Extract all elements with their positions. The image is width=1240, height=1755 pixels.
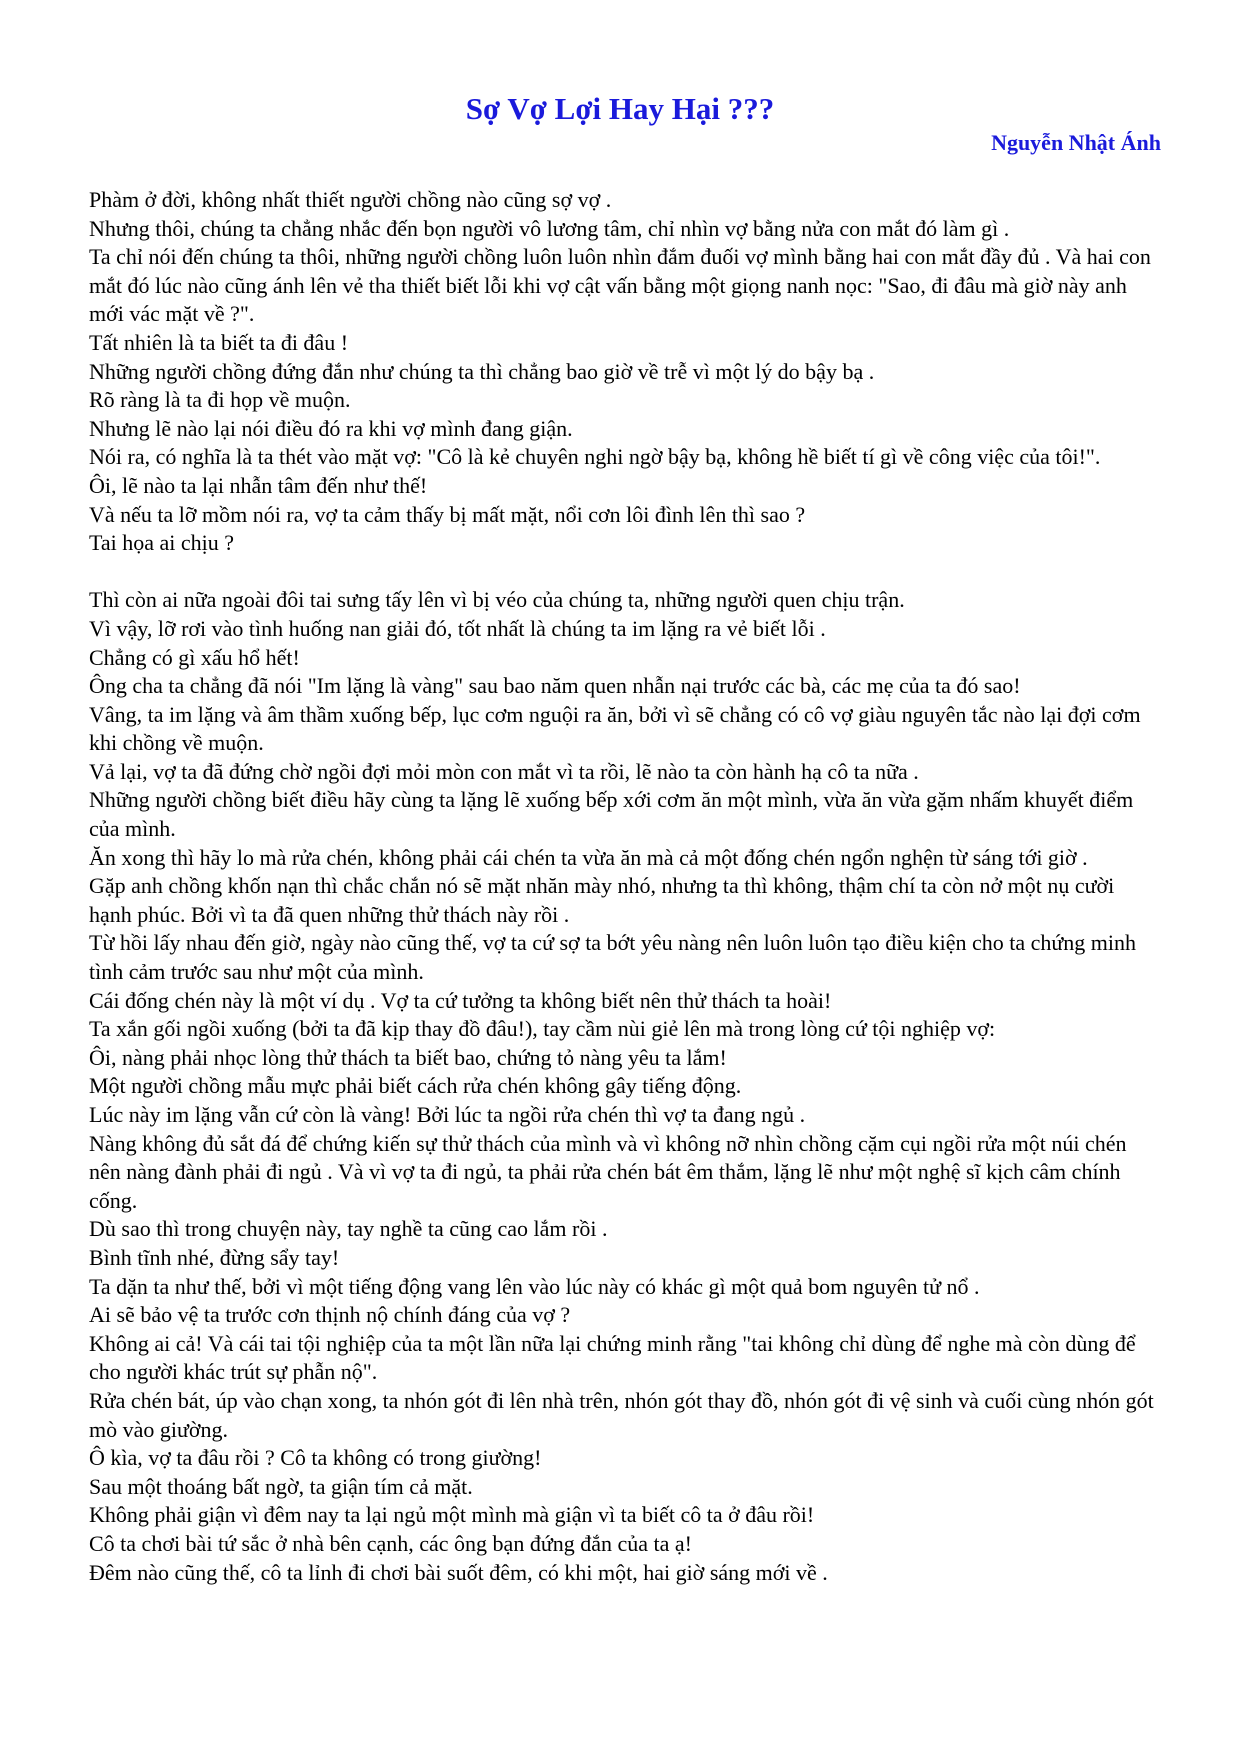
paragraph: Lúc này im lặng vẫn cứ còn là vàng! Bởi lúc ta ngồi rửa chén thì vợ ta đang ngủ . xyxy=(89,1102,806,1127)
paragraph: Một người chồng mẫu mực phải biết cách rửa chén không gây tiếng động. xyxy=(89,1073,742,1099)
paragraph: Tất nhiên là ta biết ta đi đâu ! xyxy=(89,329,349,355)
document-body xyxy=(89,186,1155,1587)
paragraph: Cô ta chơi bài tứ sắc ở nhà bên cạnh, các ông bạn đứng đắn của ta ạ! xyxy=(89,1530,693,1556)
paragraph: Những người chồng đứng đắn như chúng ta thì chẳng bao giờ về trễ vì một lý do bậy bạ . xyxy=(89,358,875,384)
paragraph: Từ hồi lấy nhau đến giờ, ngày nào cũng thế, vợ ta cứ sợ ta bớt yêu nàng nên luôn luôn tạo điều kiện cho ta chứng minh tình cảm trước sau như một của mình. xyxy=(89,930,1137,985)
paragraph: Vả lại, vợ ta đã đứng chờ ngồi đợi mỏi mòn con mắt vì ta rồi, lẽ nào ta còn hành hạ cô ta nữa . xyxy=(89,758,919,784)
paragraph: Ăn xong thì hãy lo mà rửa chén, không phải cái chén ta vừa ăn mà cả một đống chén ngổn nghện từ sáng tới giờ . xyxy=(89,844,1088,870)
paragraph: Rõ ràng là ta đi họp về muộn. xyxy=(89,387,351,413)
paragraph: Sau một thoáng bất ngờ, ta giận tím cả mặt. xyxy=(89,1473,473,1499)
paragraph: Nói ra, có nghĩa là ta thét vào mặt vợ: "Cô là kẻ chuyên nghi ngờ bậy bạ, không hề biết tí gì về công việc của tôi!". xyxy=(89,444,1101,470)
paragraph: Phàm ở đời, không nhất thiết người chồng nào cũng sợ vợ . xyxy=(89,187,612,212)
paragraph: Những người chồng biết điều hãy cùng ta lặng lẽ xuống bếp xới cơm ăn một mình, vừa ăn vừa gặm nhấm khuyết điểm của mình. xyxy=(89,787,1134,842)
paragraph: Ông cha ta chẳng đã nói "Im lặng là vàng" sau bao năm quen nhẫn nại trước các bà, các mẹ của ta đó sao! xyxy=(89,673,1021,699)
paragraph: Ta dặn ta như thế, bởi vì một tiếng động vang lên vào lúc này có khác gì một quả bom nguyên tử nổ . xyxy=(89,1273,980,1299)
paragraph: Gặp anh chồng khốn nạn thì chắc chắn nó sẽ mặt nhăn mày nhó, nhưng ta thì không, thậm chí ta còn nở một nụ cười hạnh phúc. Bởi vì ta đã quen những thử thách này rồi . xyxy=(89,873,1115,927)
paragraph: Dù sao thì trong chuyện này, tay nghề ta cũng cao lắm rồi . xyxy=(89,1216,608,1242)
paragraph: Chẳng có gì xấu hổ hết! xyxy=(89,644,300,670)
paragraph: Nhưng lẽ nào lại nói điều đó ra khi vợ mình đang giận. xyxy=(89,415,573,441)
paragraph: Thì còn ai nữa ngoài đôi tai sưng tấy lên vì bị véo của chúng ta, những người quen chịu trận. xyxy=(89,587,905,613)
paragraph-spacer xyxy=(89,558,1155,587)
paragraph: Ai sẽ bảo vệ ta trước cơn thịnh nộ chính đáng của vợ ? xyxy=(89,1302,571,1328)
paragraph: Bình tĩnh nhé, đừng sẩy tay! xyxy=(89,1244,340,1270)
paragraph: Cái đống chén này là một ví dụ . Vợ ta cứ tưởng ta không biết nên thử thách ta hoài! xyxy=(89,987,832,1013)
paragraph: Rửa chén bát, úp vào chạn xong, ta nhón gót đi lên nhà trên, nhón gót thay đồ, nhón gót đi vệ sinh và cuối cùng nhón gót mò vào giường. xyxy=(89,1387,1154,1442)
paragraph: Đêm nào cũng thế, cô ta lỉnh đi chơi bài suốt đêm, có khi một, hai giờ sáng mới về . xyxy=(89,1559,828,1585)
paragraph: Nàng không đủ sắt đá để chứng kiến sự thử thách của mình và vì không nỡ nhìn chồng cặm cụi ngồi rửa một núi chén nên nàng đành phải đi ngủ . Và vì vợ ta đi ngủ, ta phải rửa chén bát êm thắm, lặng lẽ như một nghệ sĩ kịch câm chính cống. xyxy=(89,1130,1127,1213)
paragraph: Ô kìa, vợ ta đâu rồi ? Cô ta không có trong giường! xyxy=(89,1445,542,1471)
paragraph: Ôi, lẽ nào ta lại nhẫn tâm đến như thế! xyxy=(89,472,428,498)
paragraph: Nhưng thôi, chúng ta chẳng nhắc đến bọn người vô lương tâm, chỉ nhìn vợ bằng nửa con mắt đó làm gì . xyxy=(89,215,1010,241)
paragraph: Vì vậy, lỡ rơi vào tình huống nan giải đó, tốt nhất là chúng ta im lặng ra vẻ biết lỗi . xyxy=(89,615,826,641)
paragraph: Không phải giận vì đêm nay ta lại ngủ một mình mà giận vì ta biết cô ta ở đâu rồi! xyxy=(89,1502,815,1528)
paragraph: Vâng, ta im lặng và âm thầm xuống bếp, lục cơm nguội ra ăn, bởi vì sẽ chẳng có cô vợ giàu nguyên tắc nào lại đợi cơm khi chồng về muộn. xyxy=(89,701,1141,756)
paragraph: Không ai cả! Và cái tai tội nghiệp của ta một lần nữa lại chứng minh rằng "tai không chỉ dùng để nghe mà còn dùng để cho người khác trút sự phẫn nộ". xyxy=(89,1330,1136,1385)
paragraph: Ta xắn gối ngồi xuống (bởi ta đã kịp thay đồ đâu!), tay cầm nùi giẻ lên mà trong lòng cứ tội nghiệp vợ: xyxy=(89,1016,996,1042)
document-author: Nguyễn Nhật Ánh xyxy=(991,130,1161,155)
paragraph: Ta chỉ nói đến chúng ta thôi, những người chồng luôn luôn nhìn đắm đuối vợ mình bằng hai con mắt đầy đủ . Và hai con mắt đó lúc nào cũng ánh lên vẻ tha thiết biết lỗi khi vợ cật vấn bằng một giọng nanh nọc: "Sao, đi đâu mà giờ này anh mới vác mặt về ?". xyxy=(89,244,1151,327)
paragraph: Và nếu ta lỡ mồm nói ra, vợ ta cảm thấy bị mất mặt, nổi cơn lôi đình lên thì sao ? xyxy=(89,501,806,527)
paragraph: Tai họa ai chịu ? xyxy=(89,530,235,556)
document-title: Sợ Vợ Lợi Hay Hại ??? xyxy=(465,91,775,126)
paragraph: Ôi, nàng phải nhọc lòng thử thách ta biết bao, chứng tỏ nàng yêu ta lắm! xyxy=(89,1044,727,1070)
